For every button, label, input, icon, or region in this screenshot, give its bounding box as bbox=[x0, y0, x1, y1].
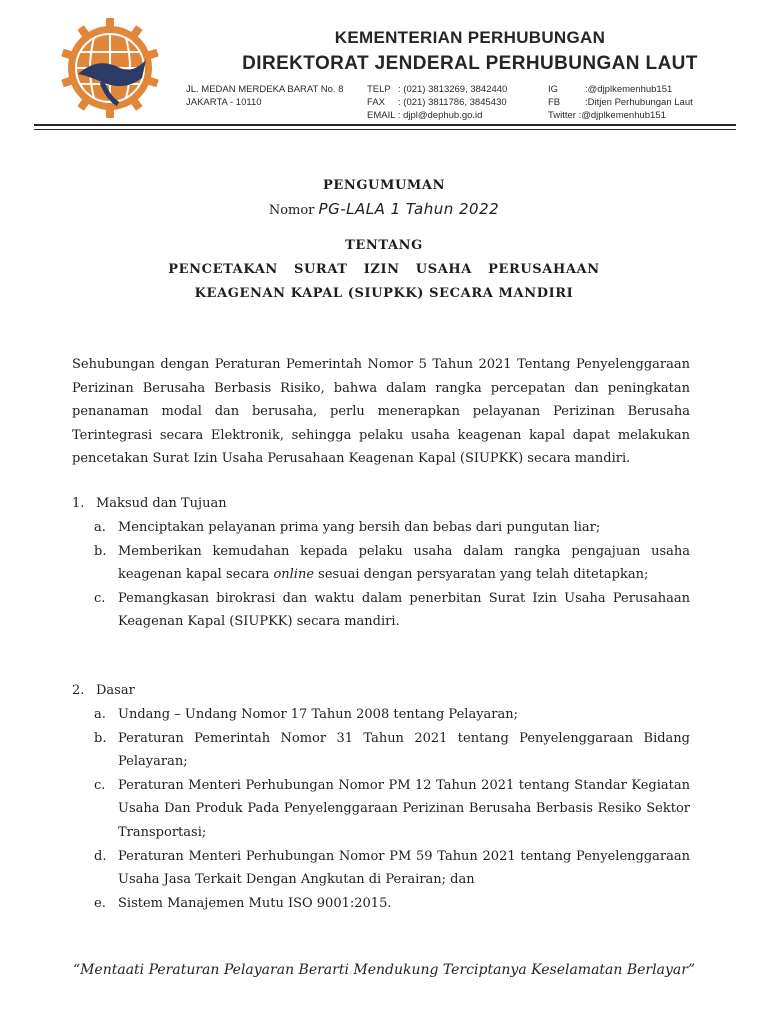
address-line-1: JL. MEDAN MERDEKA BARAT No. 8 bbox=[186, 84, 344, 95]
nomor-label: Nomor bbox=[268, 203, 315, 218]
section-2-number: 2. bbox=[72, 683, 85, 698]
item-text: Sistem Manajemen Mutu ISO 9001:2015. bbox=[118, 895, 392, 911]
item-text: Pemangkasan birokrasi dan waktu dalam penerbitan Surat Izin Usaha Perusahaan Keagenan Kapal (SIUPKK) secara mandiri. bbox=[118, 590, 690, 630]
item-text-italic: online bbox=[273, 567, 315, 583]
fax-label: FAX bbox=[367, 97, 385, 108]
twitter-row: Twitter :@djplkemenhub151 bbox=[548, 110, 666, 121]
telp-label: TELP bbox=[367, 84, 391, 95]
footer-motto: “Mentaati Peraturan Pelayaran Berarti Mendukung Terciptanya Keselamatan Berlayar” bbox=[72, 962, 696, 978]
ministry-logo-icon bbox=[58, 16, 162, 120]
list-item bbox=[94, 703, 690, 727]
telp-value: : (021) 3813269, 3842440 bbox=[398, 84, 508, 95]
list-item bbox=[94, 774, 690, 845]
section-1-list bbox=[94, 516, 690, 634]
address-line-2: JAKARTA - 10110 bbox=[186, 97, 262, 108]
item-text: Peraturan Menteri Perhubungan Nomor PM 59 Tahun 2021 tentang Penyelenggaraan Usaha Jasa Terkait Dengan Angkutan di Perairan; dan bbox=[118, 848, 690, 888]
title-line-1: PENCETAKAN SURAT IZIN USAHA PERUSAHAAN bbox=[168, 262, 600, 277]
section-1-number: 1. bbox=[72, 496, 85, 511]
fax-row bbox=[367, 96, 507, 109]
item-text: Menciptakan pelayanan prima yang bersih dan bebas dari pungutan liar; bbox=[118, 520, 601, 535]
list-item bbox=[94, 892, 690, 916]
list-item bbox=[94, 540, 690, 587]
social-block bbox=[548, 83, 693, 122]
item-text bbox=[118, 544, 690, 583]
item-letter: e. bbox=[94, 895, 106, 911]
item-text: Peraturan Pemerintah Nomor 31 Tahun 2021 tentang Penyelenggaraan Bidang Pelayaran; bbox=[118, 730, 690, 770]
address-block bbox=[186, 83, 344, 109]
section-2-title: Dasar bbox=[96, 683, 135, 698]
announcement-heading: PENGUMUMAN bbox=[322, 178, 446, 193]
directorate-name: DIREKTORAT JENDERAL PERHUBUNGAN LAUT bbox=[242, 53, 698, 74]
header-divider-thin bbox=[34, 129, 736, 130]
item-letter: b. bbox=[94, 730, 107, 746]
item-text-before: Memberikan kemudahan kepada pelaku usaha dalam rangka pengajuan usaha keagenan kapal secara bbox=[118, 543, 690, 583]
item-text: Undang – Undang Nomor 17 Tahun 2008 tentang Pelayaran; bbox=[118, 707, 519, 722]
nomor-handwritten: PG-LALA 1 Tahun 2022 bbox=[318, 200, 500, 218]
intro-paragraph: Sehubungan dengan Peraturan Pemerintah Nomor 5 Tahun 2021 Tentang Penyelenggaraan Perizinan Berusaha Berbasis Risiko, bahwa dalam rangka percepatan dan peningkatan penanaman modal dan berusaha, perlu menerapkan pelayanan Perizinan Berusaha Terintegrasi secara Elektronik, sehingga pelaku usaha keagenan kapal dapat melakukan pencetakan Surat Izin Usaha Perusahaan Keagenan Kapal (SIUPKK) secara mandiri. bbox=[72, 357, 690, 467]
ig-label: IG bbox=[548, 84, 559, 95]
ig-value: :@djplkemenhub151 bbox=[585, 84, 673, 95]
telp-row bbox=[367, 83, 507, 96]
email-row: EMAIL : djpl@dephub.go.id bbox=[367, 110, 483, 121]
list-item bbox=[94, 516, 690, 540]
list-item bbox=[94, 587, 690, 634]
list-item bbox=[94, 727, 690, 774]
ig-row bbox=[548, 83, 693, 96]
item-text-after: sesuai dengan persyaratan yang telah ditetapkan; bbox=[314, 567, 649, 583]
list-item bbox=[94, 845, 690, 892]
tentang-heading: TENTANG bbox=[345, 238, 423, 253]
section-1-heading bbox=[72, 492, 227, 516]
title-line-2: KEAGENAN KAPAL (SIUPKK) SECARA MANDIRI bbox=[194, 286, 574, 301]
item-text: Peraturan Menteri Perhubungan Nomor PM 12 Tahun 2021 tentang Standar Kegiatan Usaha Dan Produk Pada Penyelenggaraan Perizinan Berusaha Berbasis Resiko Sektor Transportasi; bbox=[118, 777, 690, 840]
document-number bbox=[0, 200, 768, 218]
item-letter: d. bbox=[94, 848, 107, 864]
item-letter: c. bbox=[94, 590, 106, 606]
fb-value: :Ditjen Perhubungan Laut bbox=[585, 97, 693, 108]
fax-value: : (021) 3811786, 3845430 bbox=[398, 97, 507, 108]
fb-label: FB bbox=[548, 97, 561, 108]
header-divider bbox=[34, 124, 736, 126]
item-letter: a. bbox=[94, 520, 106, 535]
section-2-list bbox=[94, 703, 690, 915]
fb-row bbox=[548, 96, 693, 109]
section-2-heading bbox=[72, 679, 135, 703]
item-letter: a. bbox=[94, 707, 106, 722]
section-1-title: Maksud dan Tujuan bbox=[96, 496, 227, 511]
phone-fax-block bbox=[367, 83, 507, 122]
ministry-name: KEMENTERIAN PERHUBUNGAN bbox=[334, 28, 606, 47]
item-letter: b. bbox=[94, 543, 107, 559]
item-letter: c. bbox=[94, 777, 106, 793]
